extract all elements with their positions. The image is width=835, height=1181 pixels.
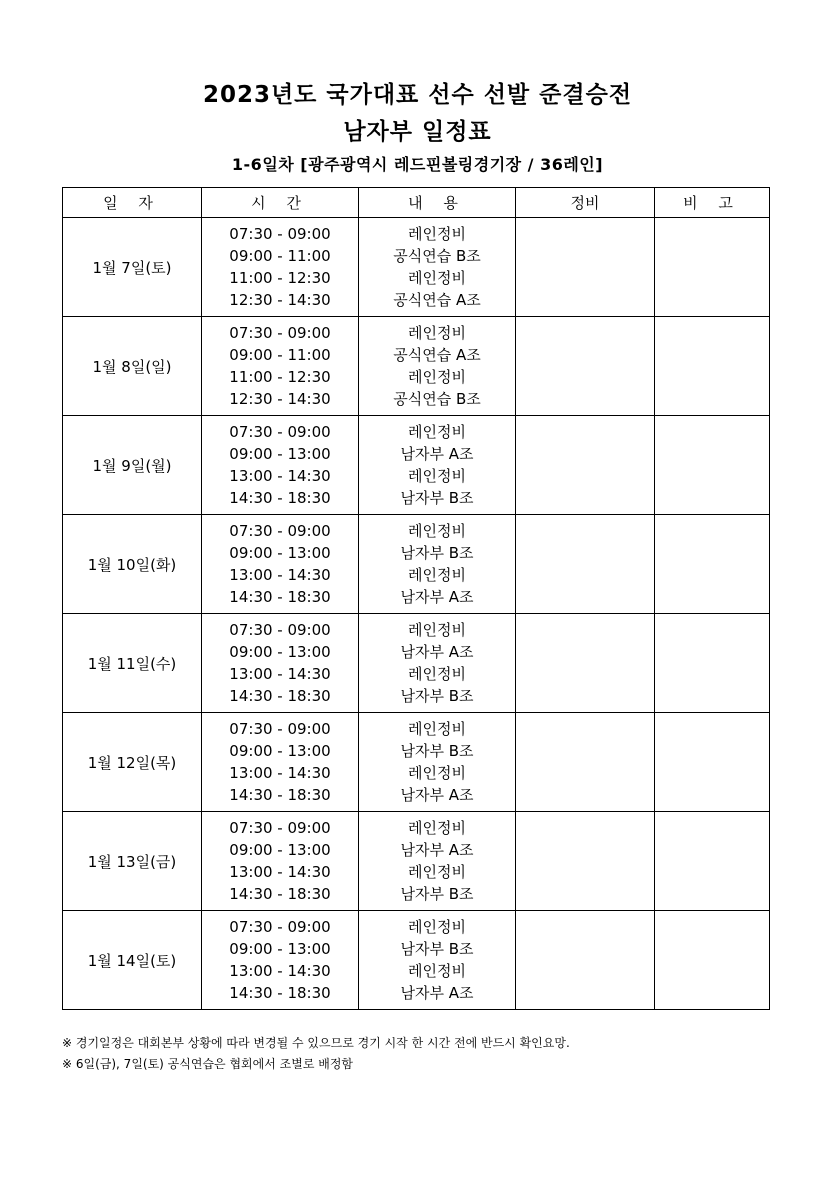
content-item: 공식연습 B조 xyxy=(393,390,481,408)
content-item: 레인정비 xyxy=(408,225,466,243)
content-item: 남자부 B조 xyxy=(400,742,474,760)
time-cell xyxy=(202,614,359,713)
content-item: 레인정비 xyxy=(408,819,466,837)
time-cell xyxy=(202,713,359,812)
time-slot: 09:00 - 13:00 xyxy=(229,841,331,859)
time-slot: 07:30 - 09:00 xyxy=(229,720,331,738)
time-slot: 07:30 - 09:00 xyxy=(229,918,331,936)
remarks-cell xyxy=(655,614,770,713)
remarks-cell xyxy=(655,416,770,515)
time-slot: 14:30 - 18:30 xyxy=(229,489,331,507)
time-slot: 07:30 - 09:00 xyxy=(229,225,331,243)
time-cell xyxy=(202,812,359,911)
time-slot: 14:30 - 18:30 xyxy=(229,588,331,606)
time-cell xyxy=(202,416,359,515)
content-item: 남자부 A조 xyxy=(400,841,474,859)
table-row xyxy=(63,416,770,515)
content-item: 레인정비 xyxy=(408,467,466,485)
time-slot: 13:00 - 14:30 xyxy=(229,764,331,782)
table-row xyxy=(63,317,770,416)
time-cell xyxy=(202,317,359,416)
remarks-cell xyxy=(655,218,770,317)
time-slot: 14:30 - 18:30 xyxy=(229,786,331,804)
table-row xyxy=(63,218,770,317)
content-item: 남자부 B조 xyxy=(400,885,474,903)
maintenance-cell xyxy=(516,317,655,416)
remarks-cell xyxy=(655,713,770,812)
remarks-cell xyxy=(655,317,770,416)
column-header-content: 내 용 xyxy=(359,188,516,218)
content-item: 남자부 A조 xyxy=(400,445,474,463)
time-slot: 07:30 - 09:00 xyxy=(229,423,331,441)
date-cell: 1월 8일(일) xyxy=(63,317,202,416)
maintenance-cell xyxy=(516,218,655,317)
table-row xyxy=(63,614,770,713)
table-row xyxy=(63,515,770,614)
schedule-table xyxy=(62,187,770,1010)
time-slot: 12:30 - 14:30 xyxy=(229,390,331,408)
content-item: 레인정비 xyxy=(408,522,466,540)
content-item: 공식연습 A조 xyxy=(393,291,481,309)
content-item: 남자부 B조 xyxy=(400,687,474,705)
content-item: 레인정비 xyxy=(408,324,466,342)
time-cell xyxy=(202,911,359,1010)
date-cell: 1월 11일(수) xyxy=(63,614,202,713)
footnotes xyxy=(62,1033,802,1075)
content-cell xyxy=(359,713,516,812)
maintenance-cell xyxy=(516,713,655,812)
column-header-maintenance: 정비 xyxy=(516,188,655,218)
table-row xyxy=(63,812,770,911)
remarks-cell xyxy=(655,515,770,614)
content-item: 남자부 A조 xyxy=(400,786,474,804)
content-item: 레인정비 xyxy=(408,764,466,782)
column-header-remarks: 비 고 xyxy=(655,188,770,218)
page-subtitle: 1-6일차 [광주광역시 레드핀볼링경기장 / 36레인] xyxy=(231,155,604,174)
content-item: 레인정비 xyxy=(408,368,466,386)
page-title: 2023년도 국가대표 선수 선발 준결승전 xyxy=(202,82,633,108)
table-row xyxy=(63,713,770,812)
maintenance-cell xyxy=(516,416,655,515)
time-slot: 11:00 - 12:30 xyxy=(229,269,331,287)
time-slot: 11:00 - 12:30 xyxy=(229,368,331,386)
time-cell xyxy=(202,218,359,317)
content-item: 남자부 B조 xyxy=(400,489,474,507)
column-header-time: 시 간 xyxy=(202,188,359,218)
time-slot: 07:30 - 09:00 xyxy=(229,621,331,639)
remarks-cell xyxy=(655,911,770,1010)
time-slot: 09:00 - 11:00 xyxy=(229,346,331,364)
time-slot: 09:00 - 13:00 xyxy=(229,445,331,463)
time-slot: 09:00 - 13:00 xyxy=(229,544,331,562)
content-cell xyxy=(359,812,516,911)
content-cell xyxy=(359,515,516,614)
maintenance-cell xyxy=(516,515,655,614)
content-item: 남자부 B조 xyxy=(400,544,474,562)
date-cell: 1월 7일(토) xyxy=(63,218,202,317)
content-item: 남자부 A조 xyxy=(400,588,474,606)
schedule-table-body xyxy=(63,218,770,1010)
time-slot: 12:30 - 14:30 xyxy=(229,291,331,309)
maintenance-cell xyxy=(516,812,655,911)
date-cell: 1월 9일(월) xyxy=(63,416,202,515)
table-row xyxy=(63,911,770,1010)
time-slot: 07:30 - 09:00 xyxy=(229,522,331,540)
time-slot: 07:30 - 09:00 xyxy=(229,324,331,342)
time-slot: 09:00 - 13:00 xyxy=(229,940,331,958)
time-slot: 14:30 - 18:30 xyxy=(229,984,331,1002)
content-cell xyxy=(359,218,516,317)
time-slot: 13:00 - 14:30 xyxy=(229,665,331,683)
page-title-secondary: 남자부 일정표 xyxy=(343,119,492,145)
column-header-date: 일 자 xyxy=(63,188,202,218)
content-item: 남자부 B조 xyxy=(400,940,474,958)
remarks-cell xyxy=(655,812,770,911)
time-slot: 13:00 - 14:30 xyxy=(229,962,331,980)
content-item: 레인정비 xyxy=(408,566,466,584)
footnote: ※ 경기일정은 대회본부 상황에 따라 변경될 수 있으므로 경기 시작 한 시간 전에 반드시 확인요망. xyxy=(62,1036,570,1050)
time-slot: 14:30 - 18:30 xyxy=(229,885,331,903)
time-slot: 13:00 - 14:30 xyxy=(229,863,331,881)
content-item: 레인정비 xyxy=(408,863,466,881)
time-slot: 09:00 - 13:00 xyxy=(229,742,331,760)
content-item: 레인정비 xyxy=(408,962,466,980)
time-slot: 13:00 - 14:30 xyxy=(229,566,331,584)
time-slot: 13:00 - 14:30 xyxy=(229,467,331,485)
time-slot: 07:30 - 09:00 xyxy=(229,819,331,837)
date-cell: 1월 13일(금) xyxy=(63,812,202,911)
content-item: 레인정비 xyxy=(408,665,466,683)
content-item: 레인정비 xyxy=(408,423,466,441)
content-item: 공식연습 B조 xyxy=(393,247,481,265)
content-item: 레인정비 xyxy=(408,269,466,287)
time-slot: 09:00 - 13:00 xyxy=(229,643,331,661)
content-cell xyxy=(359,317,516,416)
content-item: 레인정비 xyxy=(408,621,466,639)
time-slot: 14:30 - 18:30 xyxy=(229,687,331,705)
content-cell xyxy=(359,911,516,1010)
time-slot: 09:00 - 11:00 xyxy=(229,247,331,265)
content-cell xyxy=(359,416,516,515)
time-cell xyxy=(202,515,359,614)
maintenance-cell xyxy=(516,911,655,1010)
content-item: 레인정비 xyxy=(408,720,466,738)
content-item: 남자부 A조 xyxy=(400,984,474,1002)
date-cell: 1월 12일(목) xyxy=(63,713,202,812)
content-item: 남자부 A조 xyxy=(400,643,474,661)
table-header-row xyxy=(63,188,770,218)
maintenance-cell xyxy=(516,614,655,713)
content-item: 공식연습 A조 xyxy=(393,346,481,364)
date-cell: 1월 14일(토) xyxy=(63,911,202,1010)
content-item: 레인정비 xyxy=(408,918,466,936)
footnote: ※ 6일(금), 7일(토) 공식연습은 협회에서 조별로 배정함 xyxy=(62,1057,354,1071)
date-cell: 1월 10일(화) xyxy=(63,515,202,614)
content-cell xyxy=(359,614,516,713)
